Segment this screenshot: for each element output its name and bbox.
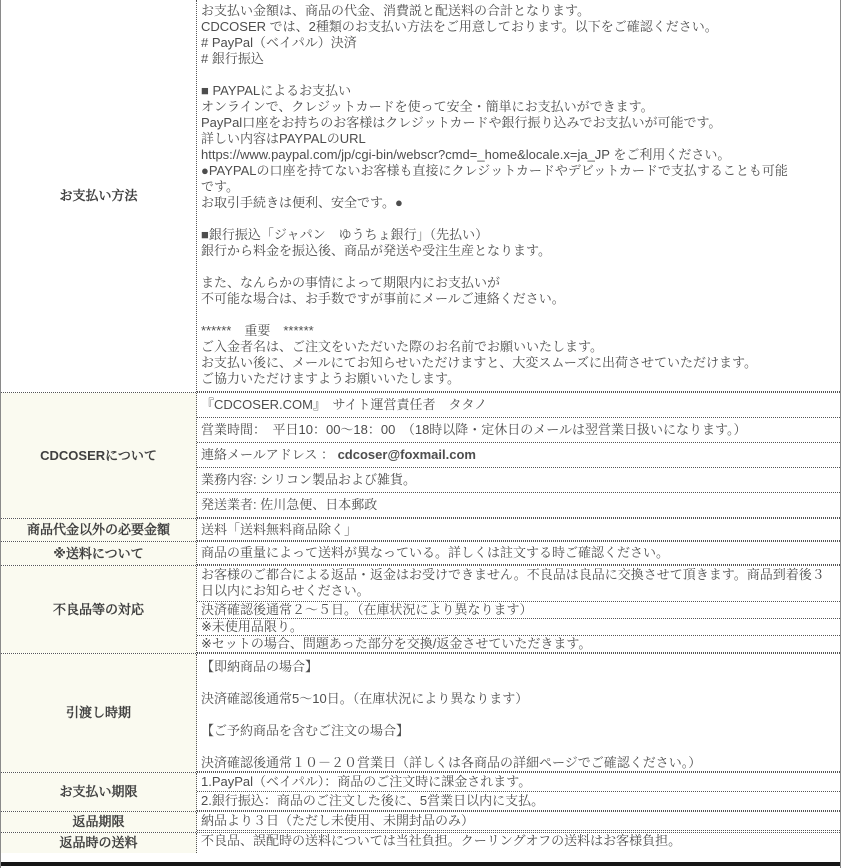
table-row [197,443,840,468]
table-section [1,392,840,518]
text-line [201,739,836,755]
text-line: CDCOSER では、2種類のお支払い方法をご用意しております。以下をご確認ください。 [201,19,718,34]
text-line: お支払い後に、メールにてお知らせいただけますと、大変スムーズに出荷させていただけます。 [201,355,758,370]
text-line: ■ PAYPALによるお支払い [201,83,352,98]
table-row [197,619,840,636]
section-header-shipping-note: ※送料について [1,542,197,565]
table-section [1,518,840,541]
section-content [197,542,840,565]
section-header-return-period: 返品期限 [1,812,197,832]
text-line: 1.PayPal（ベイパル）：商品のご注文時に課金されます。 [201,774,532,789]
section-content [197,773,840,811]
table-row [197,602,840,619]
text-line: ※セットの場合、問題あった部分を交換/返金させていただきます。 [201,636,592,651]
text-line [201,67,836,83]
text-line: ご入金者名は、ご注文をいただいた際のお名前でお願いいたします。 [201,339,603,354]
table-row [197,418,840,443]
section-header-extra-fees: 商品代金以外の必要金額 [1,519,197,541]
table-row [197,0,840,392]
text-line: 不良品、誤配時の送料については当社負担。クーリングオフの送料はお客様負担。 [201,833,682,848]
text-line: 不可能な場合は、お手数ですが事前にメールご連絡ください。 [201,291,565,306]
table-row [197,542,840,565]
text-line: ■銀行振込「ジャパン ゆうちょ銀行」（先払い） [201,227,489,242]
text-line: お客様のご都合による返品・返金はお受けできません。不良品は良品に交換させて頂きます。商品到着後３日以内にお知らせください。 [201,567,825,598]
table-row [197,773,840,792]
table-row [197,566,840,602]
table-section [1,653,840,772]
text-line: # PayPal（ベイパル）決済 [201,35,357,50]
section-content [197,654,840,772]
table-row [197,812,840,831]
text-line: ご協力いただけますようお願いいたします。 [201,371,460,386]
text-line: 銀行から料金を振込後、商品が発送や受注生産となります。 [201,243,551,258]
text-line: オンラインで、クレジットカードを使って安全・簡単にお支払いができます。 [201,99,654,114]
text-line [201,707,836,723]
text-line: 『CDCOSER.COM』 サイト運営責任者 タタノ [201,397,488,412]
text-line [201,675,836,691]
text-line [201,259,836,275]
table-section [1,0,840,392]
text-line: # 銀行振込 [201,51,264,66]
text-line: ****** 重要 ****** [201,323,314,338]
text-line: 納品より３日（ただし未使用、未開封品のみ） [201,813,475,828]
section-header-about-cdcoser: CDCOSERについて [1,393,197,518]
text-line: また、なんらかの事情によって期限内にお支払いが [201,275,501,290]
text-line: 業務内容: シリコン製品および雑貨。 [201,472,416,487]
section-content [197,812,840,832]
text-line [201,307,836,323]
text-line [201,211,836,227]
table-section [1,772,840,811]
text-line: 送料「送料無料商品除く」 [201,521,358,537]
text-segment: 連絡メールアドレス ： [201,447,338,462]
section-header-payment-method: お支払い方法 [1,0,197,392]
table-row [197,393,840,418]
section-content [197,566,840,653]
table-section [1,541,840,565]
text-line: 詳しい内容はPAYPALのURL [201,131,366,146]
text-line: です。 [201,179,239,194]
section-content [197,0,840,392]
section-header-payment-deadline: お支払い期限 [1,773,197,811]
section-header-return-shipping: 返品時の送料 [1,833,197,853]
text-line: 発送業者: 佐川急便、日本郵政 [201,497,378,512]
table-row [197,519,840,541]
text-line: PayPal口座をお持ちのお客様はクレジットカードや銀行振り込みでお支払いが可能です。 [201,115,722,130]
text-line: 決済確認後通常5～10日。（在庫状況により異なります） [201,691,529,706]
section-content [197,833,840,853]
table-row [197,468,840,493]
text-line: お支払い金額は、商品の代金、消費説と配送料の合計となります。 [201,3,590,18]
section-header-defect-handling: 不良品等の対応 [1,566,197,653]
text-line: お取引手続きは便利、安全です。● [201,195,403,210]
section-content [197,393,840,518]
text-line: 決済確認後通常１０－２０営業日（詳しくは各商品の詳細ページでご確認ください。） [201,755,702,770]
table-row [197,636,840,653]
text-line: ●PAYPALの口座を持てないお客様も直接にクレジットカードやデビットカードで支払することも可能 [201,163,788,178]
table-row [197,833,840,849]
text-line: 商品の重量によって送料が異なっている。詳しくは註文する時ご確認ください。 [201,545,670,560]
text-line: 2.銀行振込：商品のご注文した後に、5営業日以内に支払。 [201,793,545,808]
table-section [1,832,840,853]
text-line: 【ご予約商品を含むご注文の場合】 [201,723,410,738]
text-line: 【即納商品の場合】 [201,659,319,674]
text-line: ※未使用品限り。 [201,619,303,634]
section-header-delivery-time: 引渡し時期 [1,654,197,772]
text-line: 決済確認後通常２～５日。（在庫状況により異なります） [201,602,533,617]
text-line: https://www.paypal.com/jp/cgi-bin/webscr?cmd=_home&locale.x=ja_JP をご利用ください。 [201,147,731,162]
table-row [197,493,840,518]
text-line: 営業時間： 平日10：00～18：00 （18時以降・定休日のメールは翌営業日扱いになります。） [201,422,747,437]
table-section [1,565,840,653]
table-body [1,0,840,853]
table-section [1,811,840,832]
email-address: cdcoser@foxmail.com [337,447,476,462]
section-content [197,519,840,541]
table-row [197,654,840,772]
text-line [201,447,836,463]
bottom-divider [1,862,840,866]
table-row [197,792,840,811]
